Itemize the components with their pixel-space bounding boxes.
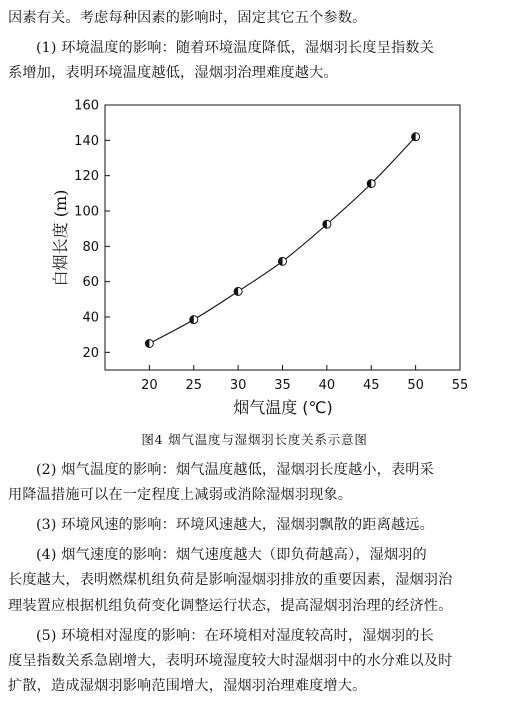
x-axis-label: 烟气温度 (℃) bbox=[233, 398, 333, 417]
x-tick-label: 55 bbox=[451, 378, 469, 393]
data-point bbox=[279, 257, 287, 265]
y-tick-label: 40 bbox=[82, 310, 99, 326]
y-tick-label: 100 bbox=[74, 204, 99, 220]
data-point bbox=[234, 287, 242, 295]
x-tick-label: 20 bbox=[141, 378, 158, 393]
x-tick-label: 50 bbox=[407, 378, 424, 393]
paragraph-humidity-cont1: 度呈指数关系急剧增大，表明环境湿度较大时湿烟羽中的水分难以及时 bbox=[8, 653, 453, 669]
data-point bbox=[190, 316, 198, 324]
data-point bbox=[412, 133, 420, 141]
paragraph-flue-velocity: (4) 烟气速度的影响：烟气速度越大（即负荷越高），湿烟羽的 bbox=[36, 547, 427, 563]
paragraph-flue-temp-cont: 用降温措施可以在一定程度上减弱或消除湿烟羽现象。 bbox=[8, 487, 353, 503]
x-tick-label: 45 bbox=[362, 378, 380, 393]
figure-caption: 图4 烟气温度与湿烟羽长度关系示意图 bbox=[141, 432, 368, 447]
x-ticks bbox=[141, 365, 468, 393]
data-point bbox=[367, 180, 375, 188]
paragraph-wind-speed: (3) 环境风速的影响：环境风速越大，湿烟羽飘散的距离越远。 bbox=[36, 517, 434, 533]
series-line bbox=[149, 137, 415, 344]
figure-chart bbox=[0, 92, 509, 427]
y-tick-label: 120 bbox=[74, 169, 99, 185]
paragraph-ambient-temp: (1) 环境温度的影响：随着环境温度降低，湿烟羽长度呈指数关 bbox=[36, 40, 434, 56]
plot-frame bbox=[105, 105, 460, 370]
paragraph-humidity: (5) 环境相对湿度的影响：在环境相对湿度较高时，湿烟羽的长 bbox=[36, 628, 434, 644]
paragraph-flue-velocity-cont1: 长度越大，表明燃煤机组负荷是影响湿烟羽排放的重要因素，湿烟羽治 bbox=[8, 572, 453, 588]
x-tick-label: 30 bbox=[229, 378, 247, 393]
paragraph-ambient-temp-cont: 系增加，表明环境温度越低，湿烟羽治理难度越大。 bbox=[8, 65, 338, 81]
y-axis-label: 白烟长度 (m) bbox=[51, 189, 70, 287]
paragraph-intro-end: 因素有关。考虑每种因素的影响时，固定其它五个参数。 bbox=[8, 10, 367, 26]
y-tick-label: 160 bbox=[74, 98, 99, 114]
data-points bbox=[145, 133, 419, 348]
paragraph-humidity-cont2: 扩散，造成湿烟羽影响范围增大，湿烟羽治理难度增大。 bbox=[8, 678, 367, 694]
y-tick-label: 80 bbox=[82, 239, 99, 255]
paragraph-flue-velocity-cont2: 理装置应根据机组负荷变化调整运行状态，提高湿烟羽治理的经济性。 bbox=[8, 598, 453, 614]
x-tick-label: 40 bbox=[318, 378, 336, 393]
y-tick-label: 140 bbox=[74, 133, 99, 149]
data-point bbox=[145, 340, 153, 348]
x-tick-label: 25 bbox=[185, 378, 203, 393]
data-point bbox=[323, 220, 331, 228]
y-tick-label: 20 bbox=[82, 345, 99, 361]
y-tick-label: 60 bbox=[82, 275, 99, 291]
x-tick-label: 35 bbox=[274, 378, 291, 393]
paragraph-flue-temp: (2) 烟气温度的影响：烟气温度越低，湿烟羽长度越小，表明采 bbox=[36, 462, 434, 478]
